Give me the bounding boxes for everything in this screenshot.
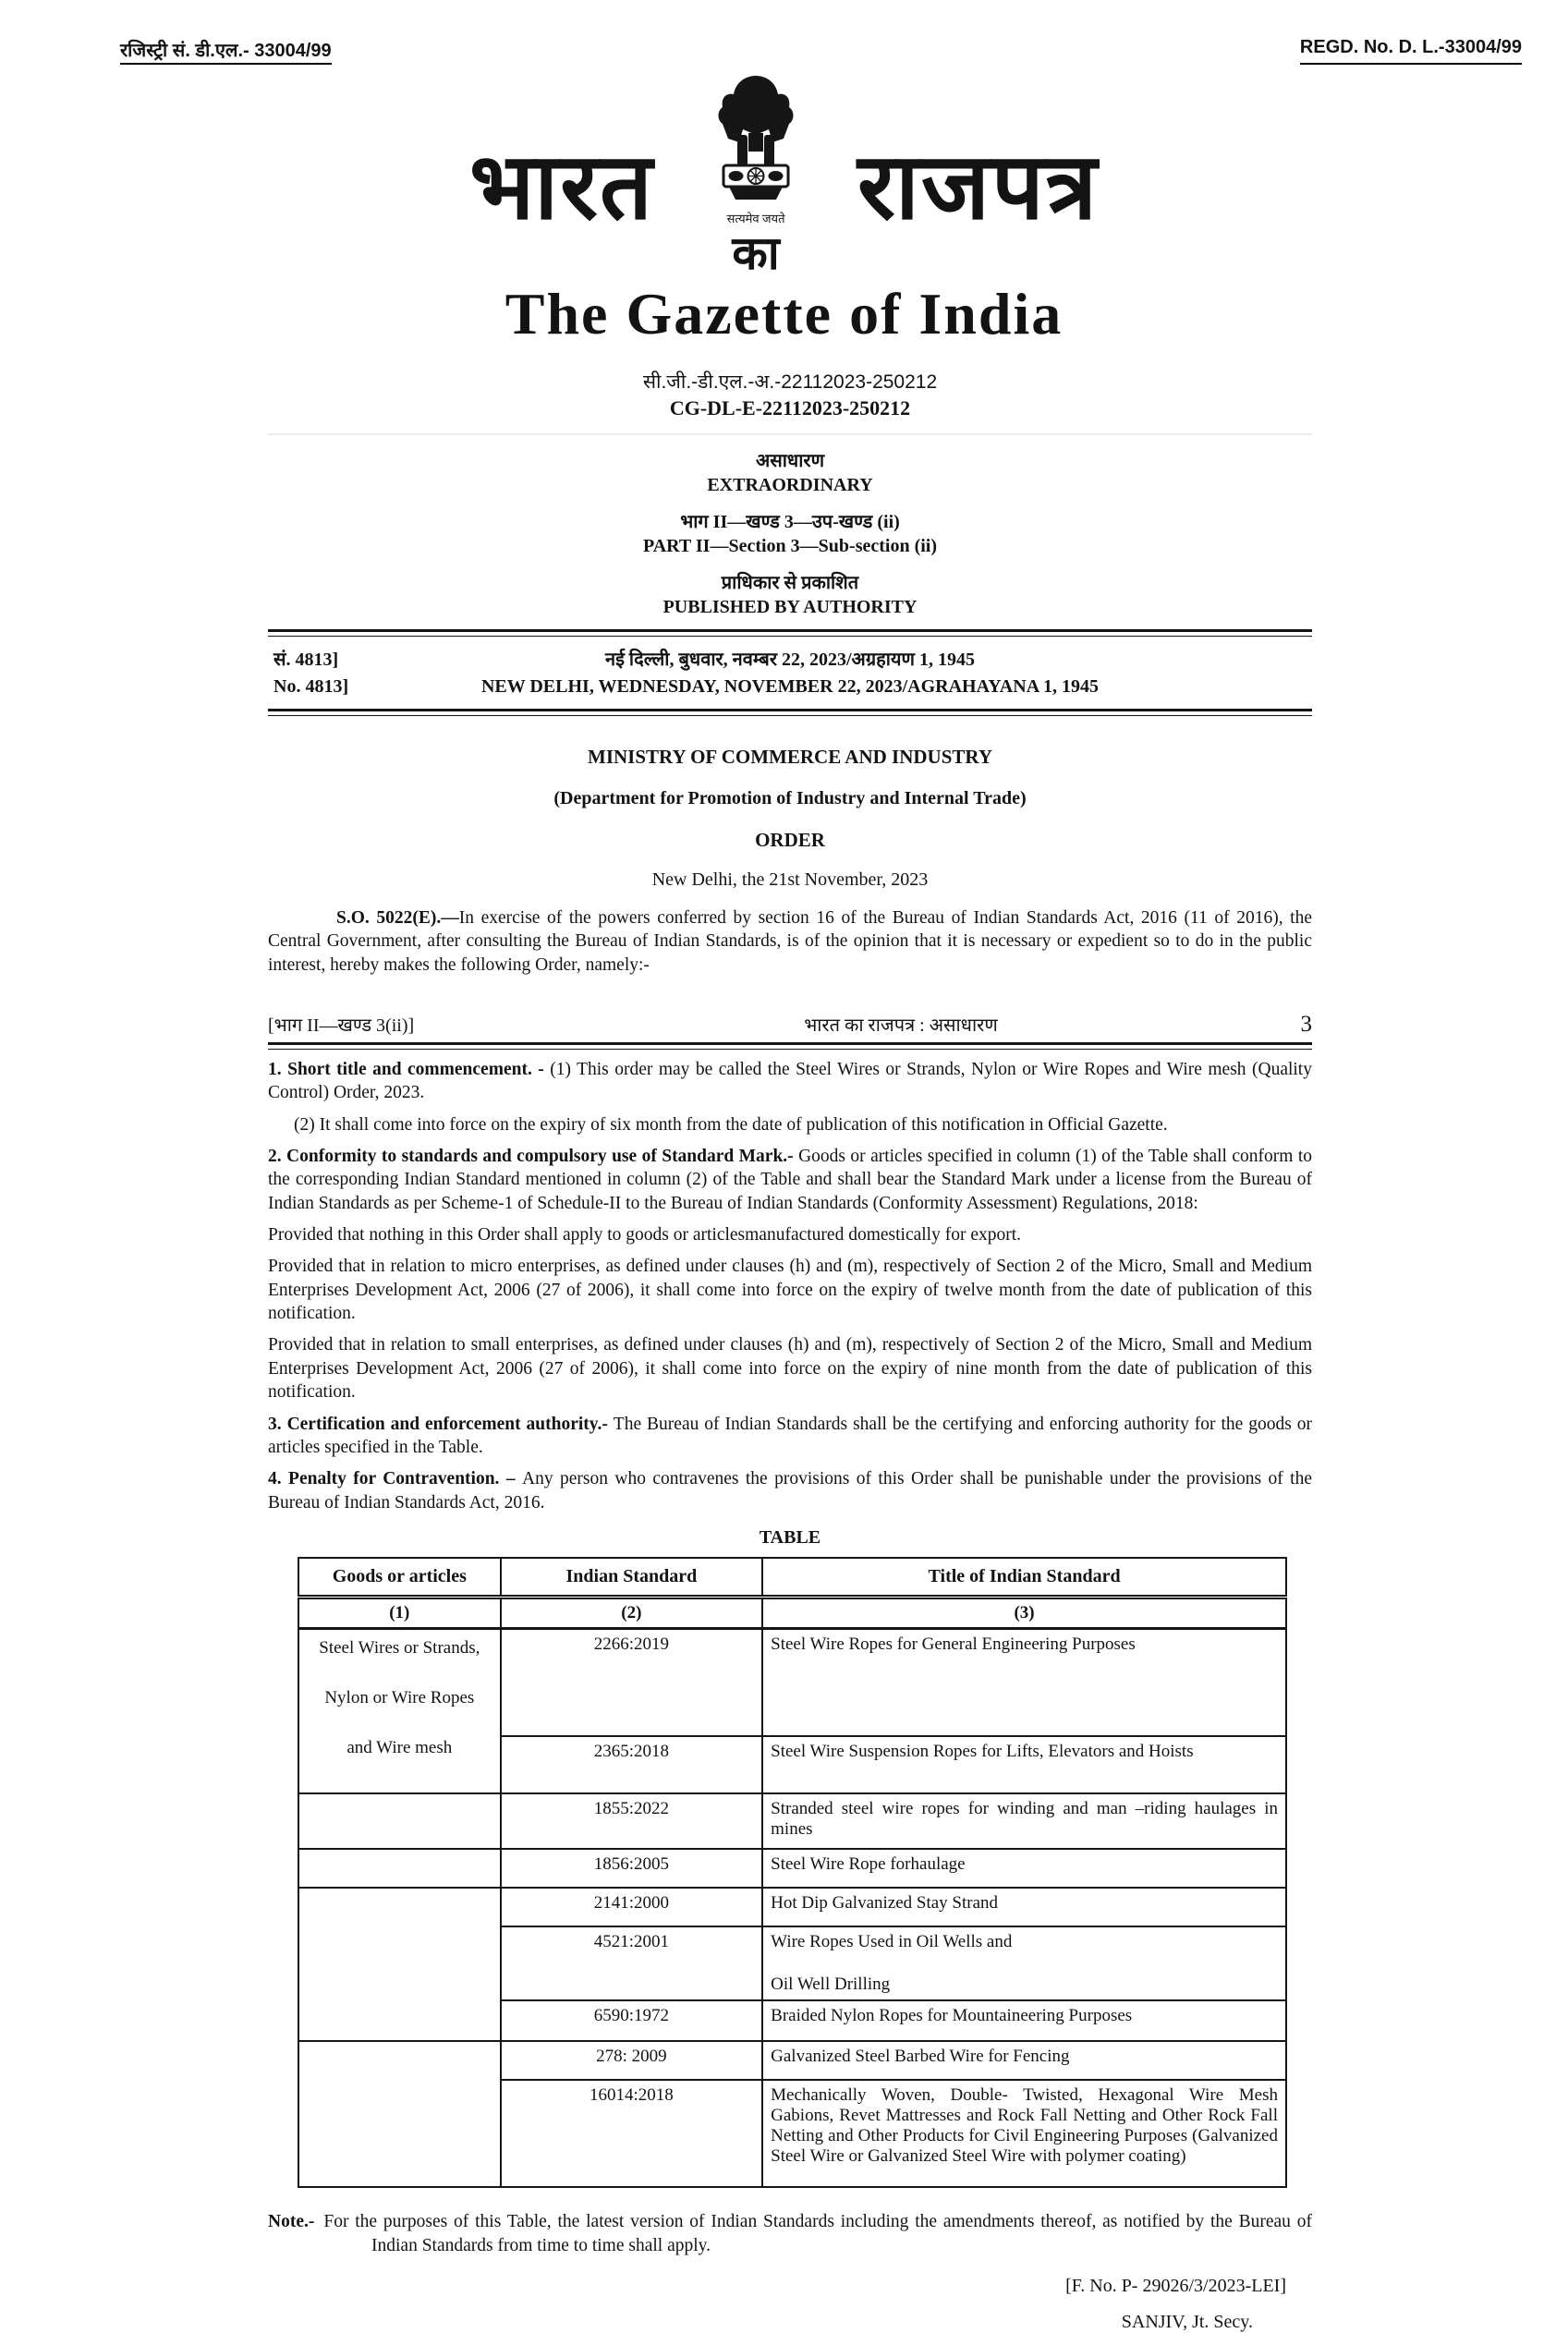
top-double-rule: [268, 629, 1312, 637]
standard-cell: 2266:2019: [501, 1628, 763, 1736]
faint-divider: [268, 433, 1312, 435]
clause-1-paragraph: 1. Short title and commencement. - (1) This order may be called the Steel Wires or Strands, Nylon or Wire Ropes and Wire mesh (Quality Control) Order, 2023.: [268, 1060, 1312, 1103]
page-number: 3: [1300, 1012, 1312, 1038]
title-cell: Steel Wire Ropes for General Engineering Purposes: [762, 1628, 1286, 1736]
goods-cell-empty: [298, 1888, 501, 2041]
standard-cell: 2141:2000: [501, 1888, 763, 1926]
proviso-micro-enterprises: Provided that in relation to micro enterprises, as defined under clauses (h) and (m), respectively of Section 2 of the Micro, Small and Medium Enterprises Development Act, 2006 (27 of 2006), it shall come into force on the expiry of twelve month from the date of publication of this notification.: [268, 1257, 1312, 1324]
clause-2-paragraph: 2. Conformity to standards and compulsory use of Standard Mark.- Goods or articles specified in column (1) of the Table shall conform to the corresponding Indian Standard mentioned in column (2) of the Table and shall bear the Standard Mark under a license from the Bureau of Indian Standards as per Scheme-1 of Schedule-II to the Bureau of Indian Standards (Conformity Assessment) Regulations, 2018:: [268, 1147, 1312, 1213]
issue-date-hindi: नई दिल्ली, बुधवार, नवम्बर 22, 2023/अग्रहायण 1, 1945: [605, 650, 975, 670]
goods-cell-empty: [298, 2041, 501, 2187]
standard-cell: 16014:2018: [501, 2080, 763, 2187]
registration-line: [0, 0, 1568, 65]
goods-cell-empty: [298, 1849, 501, 1888]
column-number-row: (1) (2) (3): [298, 1597, 1286, 1628]
title-cell: Wire Ropes Used in Oil Wells and Oil Well Drilling: [762, 1926, 1286, 2000]
department-name: (Department for Promotion of Industry and Internal Trade): [553, 788, 1027, 808]
part-section-hindi: भाग II—खण्ड 3—उप-खण्ड (ii): [680, 512, 900, 532]
reg-no-english: REGD. No. D. L.-33004/99: [1300, 37, 1522, 65]
file-number: [F. No. P- 29026/3/2023-LEI]: [1065, 2276, 1286, 2297]
table-row: [298, 1793, 1286, 1849]
table-row: [298, 1888, 1286, 1926]
standard-cell: 6590:1972: [501, 2000, 763, 2041]
proviso-export: Provided that nothing in this Order shall apply to goods or articlesmanufactured domestically for export.: [268, 1225, 1022, 1245]
issue-row-hindi: [268, 643, 1312, 674]
header-goods: Goods or articles: [298, 1558, 501, 1598]
standard-cell: 278: 2009: [501, 2041, 763, 2080]
part-section-english: PART II—Section 3—Sub-section (ii): [642, 536, 938, 556]
table-header-row: [298, 1558, 1286, 1598]
title-cell: Galvanized Steel Barbed Wire for Fencing: [762, 2041, 1286, 2080]
so-paragraph: S.O. 5022(E).—In exercise of the powers conferred by section 16 of the Bureau of Indian Standards Act, 2016 (11 of 2016), the Central Government, after consulting the Bureau of Indian Standards, is of the opinion that it is necessary or expedient so to do in the public interest, hereby makes the following Order, namely:-: [268, 908, 1312, 975]
issue-number-hindi: सं. 4813]: [273, 650, 339, 670]
signature-line: SANJIV, Jt. Secy.: [1121, 2312, 1253, 2333]
authority-english: PUBLISHED BY AUTHORITY: [662, 597, 918, 617]
clause-3-paragraph: 3. Certification and enforcement authority.- The Bureau of Indian Standards shall be the certifying and enforcing authority for the goods or articles specified in the Table.: [268, 1414, 1312, 1457]
header-title: Title of Indian Standard: [762, 1558, 1286, 1598]
standard-cell: 1855:2022: [501, 1793, 763, 1849]
ashoka-emblem-icon: [711, 70, 800, 209]
issue-block: [268, 629, 1312, 716]
place-and-date: New Delhi, the 21st November, 2023: [651, 869, 929, 890]
reg-no-hindi: रजिस्ट्री सं. डी.एल.- 33004/99: [120, 37, 332, 65]
standard-cell: 4521:2001: [501, 1926, 763, 2000]
gazette-title-english: The Gazette of India: [504, 281, 1064, 346]
bottom-double-rule: [268, 709, 1312, 716]
issue-row-english: [268, 674, 1312, 700]
standard-cell: 1856:2005: [501, 1849, 763, 1888]
issue-date-english: NEW DELHI, WEDNESDAY, NOVEMBER 22, 2023/AGRAHAYANA 1, 1945: [480, 676, 1100, 697]
header-standard: Indian Standard: [501, 1558, 763, 1598]
page-header-rule: [268, 1042, 1312, 1050]
masthead-emblem-column: [682, 70, 830, 279]
note-label: Note.-: [268, 2211, 315, 2231]
authority-hindi: प्राधिकार से प्रकाशित: [721, 573, 859, 593]
goods-cell-empty: [298, 1793, 501, 1849]
clause-4-paragraph: 4. Penalty for Contravention. – Any person who contravenes the provisions of this Order shall be punishable under the provisions of the Bureau of Indian Standards Act, 2016.: [268, 1469, 1312, 1513]
table-caption: TABLE: [759, 1526, 821, 1548]
gazette-masthead: [0, 70, 1568, 279]
gazette-codes: [268, 369, 1312, 420]
standard-cell: 2365:2018: [501, 1736, 763, 1793]
emblem-motto: सत्यमेव जयते: [726, 212, 785, 225]
gazette-code-hindi: सी.जी.-डी.एल.-अ.-22112023-250212: [642, 371, 938, 393]
extraordinary-english: EXTRAORDINARY: [707, 475, 873, 495]
masthead-word-bharat: भारत: [468, 136, 655, 238]
table-row: [298, 1628, 1286, 1736]
issue-number-english: No. 4813]: [273, 676, 349, 697]
table-row: [298, 2041, 1286, 2080]
so-number: S.O. 5022(E).—: [336, 908, 459, 928]
proviso-small-enterprises: Provided that in relation to small enterprises, as defined under clauses (h) and (m), respectively of Section 2 of the Micro, Small and Medium Enterprises Development Act, 2006 (27 of 2006), it shall come into force on the expiry of nine month from the date of publication of this notification.: [268, 1335, 1312, 1403]
ministry-block: [268, 746, 1312, 891]
table-row: [298, 1849, 1286, 1888]
ministry-name: MINISTRY OF COMMERCE AND INDUSTRY: [588, 746, 992, 768]
page-header-center: भारत का राजपत्र : असाधारण: [804, 1015, 998, 1037]
gazette-code-english: CG-DL-E-22112023-250212: [669, 396, 911, 419]
document-type: ORDER: [755, 829, 825, 851]
standards-table: [298, 1557, 1287, 2188]
masthead-word-rajpatra: राजपत्र: [857, 136, 1100, 238]
running-page-header: [268, 1012, 1312, 1038]
table-note: Note.- For the purposes of this Table, the latest version of Indian Standards including the amendments thereof, as notified by the Bureau of Indian Standards from time to time shall apply.: [268, 2211, 1312, 2255]
masthead-word-ka: का: [732, 227, 780, 279]
extraordinary-hindi: असाधारण: [755, 451, 825, 471]
title-cell: Steel Wire Rope forhaulage: [762, 1849, 1286, 1888]
title-cell: Braided Nylon Ropes for Mountaineering Purposes: [762, 2000, 1286, 2041]
title-cell: Hot Dip Galvanized Stay Strand: [762, 1888, 1286, 1926]
publication-banner: [268, 447, 1312, 618]
clause-1-sub-paragraph: (2) It shall come into force on the expiry of six month from the date of publication of this notification in Official Gazette.: [294, 1114, 1168, 1135]
title-cell: Mechanically Woven, Double- Twisted, Hexagonal Wire Mesh Gabions, Revet Mattresses and Rock Fall Netting and Other Rock Fall Netting and Other Products for Civil Engineering Purposes (Galvanized Steel Wire or Galvanized Steel Wire with polymer coating): [762, 2080, 1286, 2187]
title-cell: Steel Wire Suspension Ropes for Lifts, Elevators and Hoists: [762, 1736, 1286, 1793]
page-header-left: [भाग II—खण्ड 3(ii)]: [268, 1015, 415, 1037]
title-cell: Stranded steel wire ropes for winding and man –riding haulages in mines: [762, 1793, 1286, 1849]
goods-cell: Steel Wires or Strands, Nylon or Wire Ropes and Wire mesh: [298, 1628, 501, 1793]
